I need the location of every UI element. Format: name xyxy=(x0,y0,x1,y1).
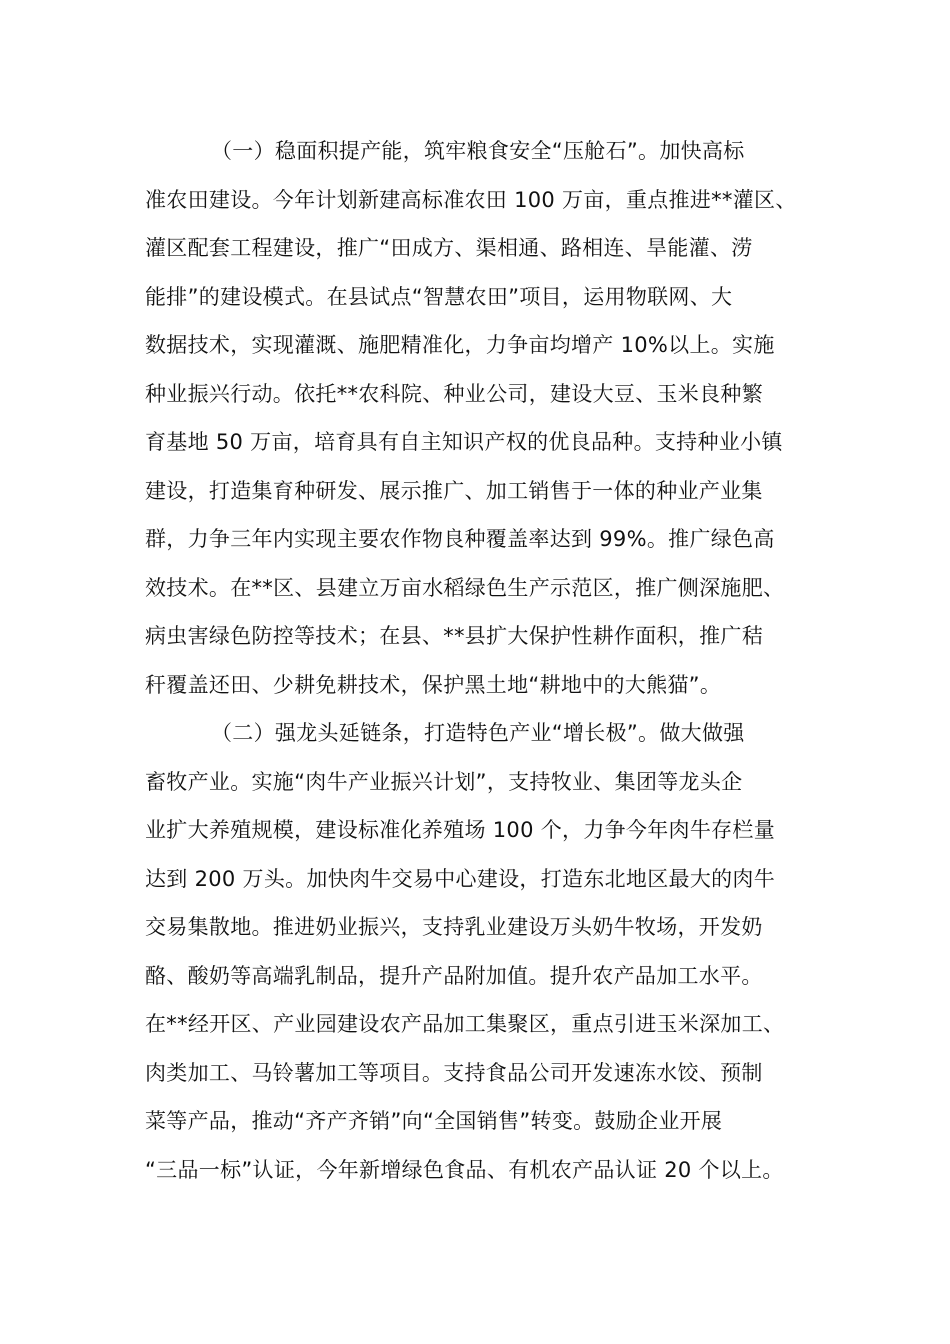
paragraph-line: 在**经开区、产业园建设农产品加工集聚区，重点引进玉米深加工、 xyxy=(145,1012,785,1036)
paragraph-line: 效技术。在**区、县建立万亩水稻绿色生产示范区，推广侧深施肥、 xyxy=(145,575,785,600)
paragraph-line: 育基地 50 万亩，培育具有自主知识产权的优良品种。支持种业小镇 xyxy=(145,430,783,454)
paragraph-line: 建设，打造集育种研发、展示推广、加工销售于一体的种业产业集 xyxy=(145,478,763,503)
paragraph-line: 能排”的建设模式。在县试点“智慧农田”项目，运用物联网、大 xyxy=(145,284,733,309)
paragraph-line: 灌区配套工程建设，推广“田成方、渠相通、路相连、旱能灌、涝 xyxy=(145,236,753,260)
document-body xyxy=(145,127,825,1194)
paragraph-line: 交易集散地。推进奶业振兴，支持乳业建设万头奶牛牧场，开发奶 xyxy=(145,915,763,939)
paragraph-line: 肉类加工、马铃薯加工等项目。支持食品公司开发速冻水饺、预制 xyxy=(145,1060,763,1085)
paragraph-line: （二）强龙头延链条，打造特色产业“增长极”。做大做强 xyxy=(211,721,745,745)
paragraph-line: 种业振兴行动。依托**农科院、种业公司，建设大豆、玉米良种繁 xyxy=(145,381,763,406)
paragraph-line: 菜等产品，推动“齐产齐销”向“全国销售”转变。鼓励企业开展 xyxy=(145,1109,723,1133)
paragraph-line: 酪、酸奶等高端乳制品，提升产品附加值。提升农产品加工水平。 xyxy=(145,963,763,988)
paragraph-line: 病虫害绿色防控等技术；在县、**县扩大保护性耕作面积，推广秸 xyxy=(145,624,763,648)
paragraph-1 xyxy=(145,127,825,709)
paragraph-line: 秆覆盖还田、少耕免耕技术，保护黑土地“耕地中的大熊猫”。 xyxy=(145,672,722,697)
paragraph-line: “三品一标”认证，今年新增绿色食品、有机农产品认证 20 个以上。 xyxy=(145,1157,784,1182)
paragraph-line: 数据技术，实现灌溉、施肥精准化，力争亩均增产 10%以上。实施 xyxy=(145,333,775,357)
paragraph-line: 业扩大养殖规模，建设标准化养殖场 100 个，力争今年肉牛存栏量 xyxy=(145,818,776,842)
paragraph-2 xyxy=(145,709,825,1194)
paragraph-line: 畜牧产业。实施“肉牛产业振兴计划”，支持牧业、集团等龙头企 xyxy=(145,769,743,794)
paragraph-line: 达到 200 万头。加快肉牛交易中心建设，打造东北地区最大的肉牛 xyxy=(145,866,776,891)
paragraph-line: 群，力争三年内实现主要农作物良种覆盖率达到 99%。推广绿色高 xyxy=(145,527,775,551)
paragraph-line: （一）稳面积提产能，筑牢粮食安全“压舱石”。加快高标 xyxy=(211,139,745,163)
paragraph-line: 准农田建设。今年计划新建高标准农田 100 万亩，重点推进**灌区、 xyxy=(145,187,797,212)
